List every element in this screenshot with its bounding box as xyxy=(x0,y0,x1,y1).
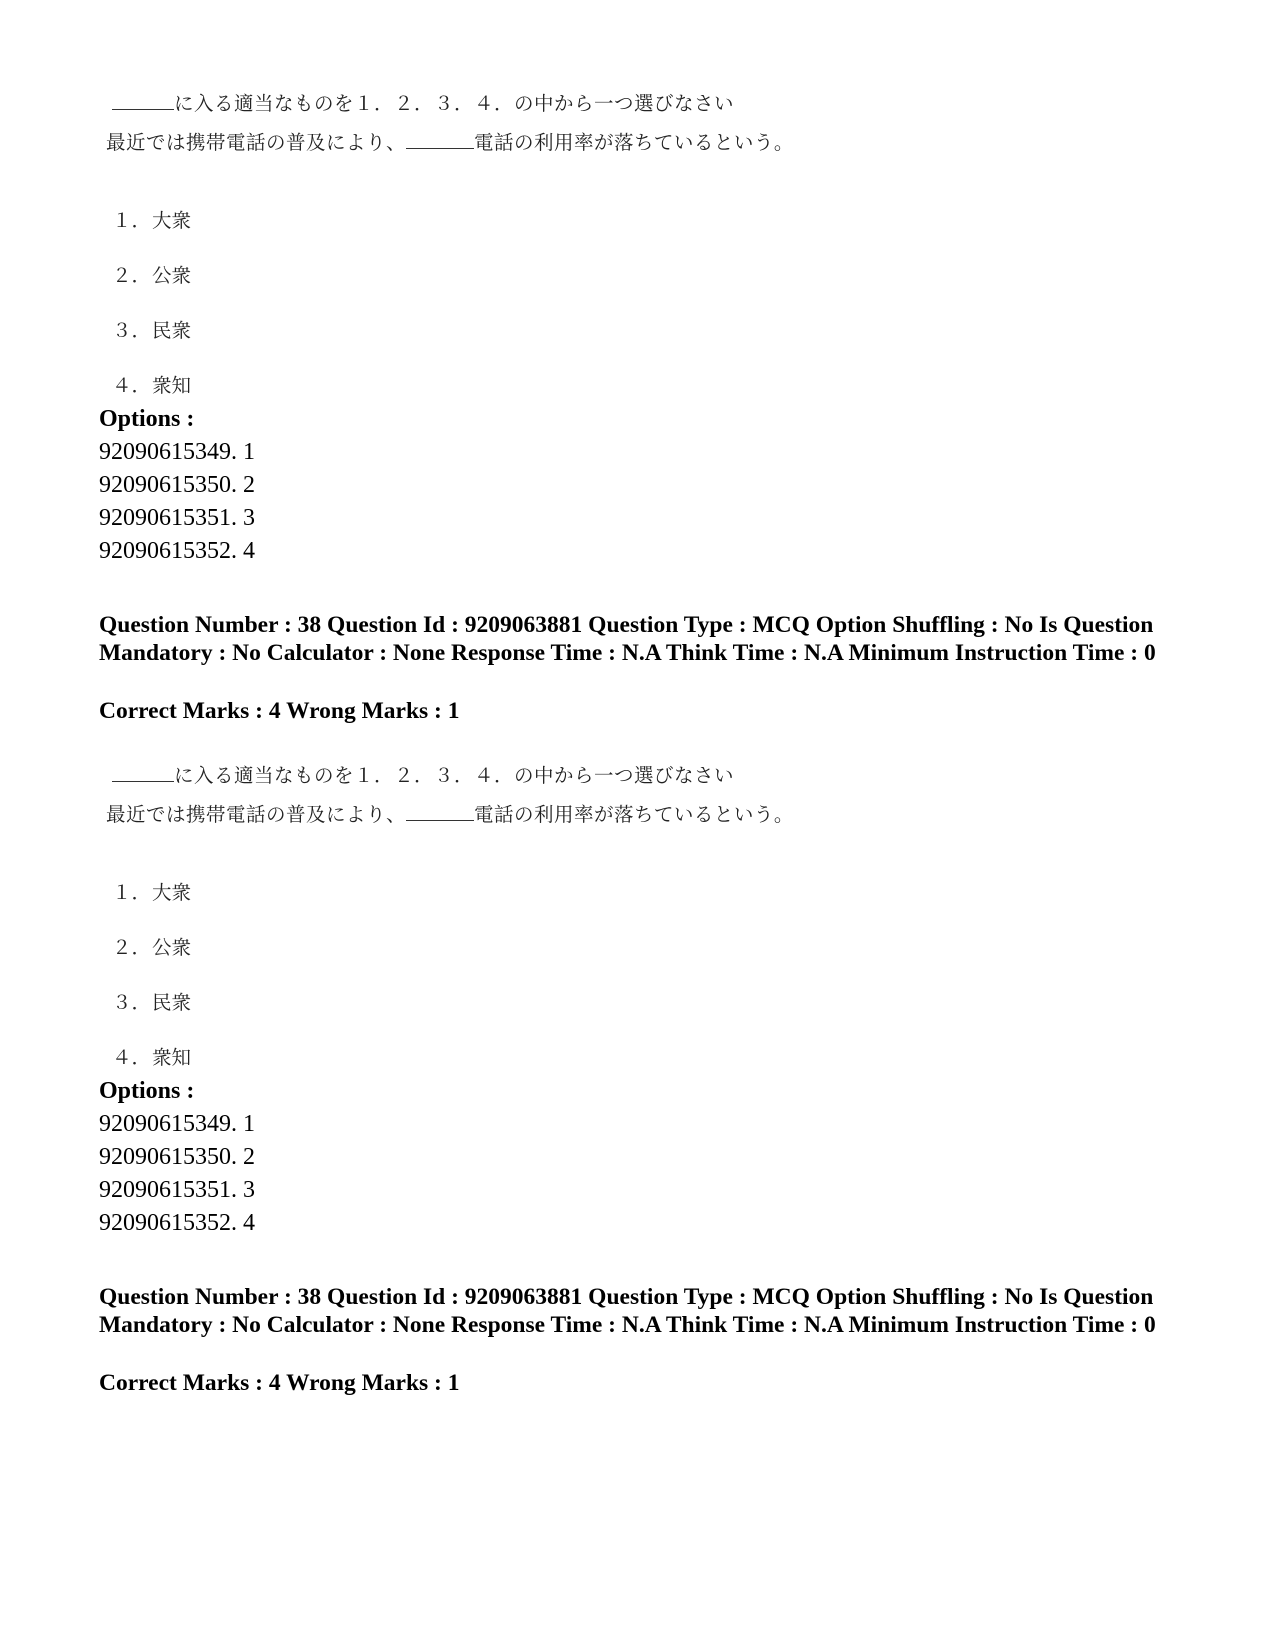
choice-number: １． xyxy=(112,209,152,232)
sentence-line xyxy=(106,127,794,155)
options-label: Options : xyxy=(99,406,195,432)
choice-number: ４． xyxy=(112,374,152,397)
choice-text: 公衆 xyxy=(152,264,192,287)
choice-text: 大衆 xyxy=(152,881,192,904)
instruction-text: に入る適当なものを１．２．３．４．の中から一つ選びなさい xyxy=(174,764,735,787)
choice-item xyxy=(112,932,191,960)
choice-text: 大衆 xyxy=(152,209,192,232)
question-meta: Question Number : 38 Question Id : 9209063881 Question Type : MCQ Option Shuffling : No Is Question Mandatory : No Calculator : None Response Time : N.A Think Time : N.A Minimum Instruction Time : 0 xyxy=(99,612,1156,666)
option-line: 92090615351. 3 xyxy=(99,505,255,531)
sentence-before: 最近では携帯電話の普及により、 xyxy=(106,131,407,154)
choice-text: 公衆 xyxy=(152,936,192,959)
option-line: 92090615351. 3 xyxy=(99,1177,255,1203)
option-line: 92090615349. 1 xyxy=(99,439,255,465)
blank-line xyxy=(406,147,474,149)
blank-line xyxy=(112,108,174,110)
sentence-after: 電話の利用率が落ちているという。 xyxy=(474,131,794,154)
choice-number: ４． xyxy=(112,1046,152,1069)
options-label: Options : xyxy=(99,1078,195,1104)
choice-text: 民衆 xyxy=(152,991,192,1014)
choice-number: ３． xyxy=(112,991,152,1014)
instruction-text: に入る適当なものを１．２．３．４．の中から一つ選びなさい xyxy=(174,92,735,115)
sentence-line xyxy=(106,799,794,827)
choice-item xyxy=(112,205,191,233)
sentence-after: 電話の利用率が落ちているという。 xyxy=(474,803,794,826)
question-meta: Question Number : 38 Question Id : 9209063881 Question Type : MCQ Option Shuffling : No Is Question Mandatory : No Calculator : None Response Time : N.A Think Time : N.A Minimum Instruction Time : 0 xyxy=(99,1284,1156,1338)
instruction-line xyxy=(112,760,734,788)
sentence-before: 最近では携帯電話の普及により、 xyxy=(106,803,407,826)
choice-number: ２． xyxy=(112,936,152,959)
choice-number: １． xyxy=(112,881,152,904)
choice-item xyxy=(112,1042,191,1070)
instruction-line xyxy=(112,88,734,116)
choice-text: 民衆 xyxy=(152,319,192,342)
choice-item xyxy=(112,370,191,398)
question-marks: Correct Marks : 4 Wrong Marks : 1 xyxy=(99,698,460,724)
choice-item xyxy=(112,315,191,343)
option-line: 92090615349. 1 xyxy=(99,1111,255,1137)
option-line: 92090615352. 4 xyxy=(99,1210,255,1236)
choice-number: ２． xyxy=(112,264,152,287)
question-image-1 xyxy=(0,80,1275,405)
choice-number: ３． xyxy=(112,319,152,342)
blank-line xyxy=(406,819,474,821)
choice-item xyxy=(112,260,191,288)
question-image-2 xyxy=(0,752,1275,1077)
blank-line xyxy=(112,780,174,782)
option-line: 92090615350. 2 xyxy=(99,1144,255,1170)
choice-item xyxy=(112,987,191,1015)
choice-text: 衆知 xyxy=(152,1046,192,1069)
choice-text: 衆知 xyxy=(152,374,192,397)
option-line: 92090615352. 4 xyxy=(99,538,255,564)
option-line: 92090615350. 2 xyxy=(99,472,255,498)
choice-item xyxy=(112,877,191,905)
question-marks: Correct Marks : 4 Wrong Marks : 1 xyxy=(99,1370,460,1396)
